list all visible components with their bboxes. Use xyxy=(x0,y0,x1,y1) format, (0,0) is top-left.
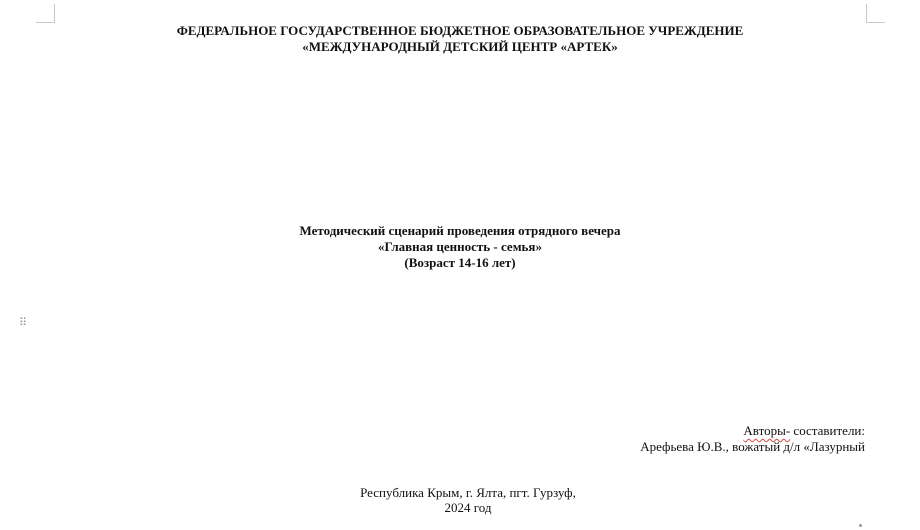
footer-place[interactable]: Республика Крым, г. Ялта, пгт. Гурзуф, xyxy=(360,485,576,500)
page-marker-dot xyxy=(859,524,862,527)
title-line-3[interactable]: (Возраст 14-16 лет) xyxy=(404,255,516,270)
title-line-1[interactable]: Методический сценарий проведения отрядного вечера xyxy=(299,223,621,238)
authors-names[interactable]: Арефьева Ю.В., вожатый д/л «Лазурный xyxy=(640,439,865,454)
authors-label-underlined: Авторы- xyxy=(743,423,791,438)
authors-label-rest: составители: xyxy=(790,423,865,438)
header-line-2[interactable]: «МЕЖДУНАРОДНЫЙ ДЕТСКИЙ ЦЕНТР «АРТЕК» xyxy=(302,39,618,54)
margin-corner-top-right xyxy=(866,4,885,23)
footer-year[interactable]: 2024 год xyxy=(444,500,492,515)
drag-handle-icon[interactable]: ⠿ xyxy=(19,316,28,329)
authors-label[interactable] xyxy=(743,423,865,439)
header-line-1[interactable]: ФЕДЕРАЛЬНОЕ ГОСУДАРСТВЕННОЕ БЮДЖЕТНОЕ ОБРАЗОВАТЕЛЬНОЕ УЧРЕЖДЕНИЕ xyxy=(176,23,744,38)
margin-corner-top-left xyxy=(36,4,55,23)
title-line-2[interactable]: «Главная ценность - семья» xyxy=(378,239,542,254)
